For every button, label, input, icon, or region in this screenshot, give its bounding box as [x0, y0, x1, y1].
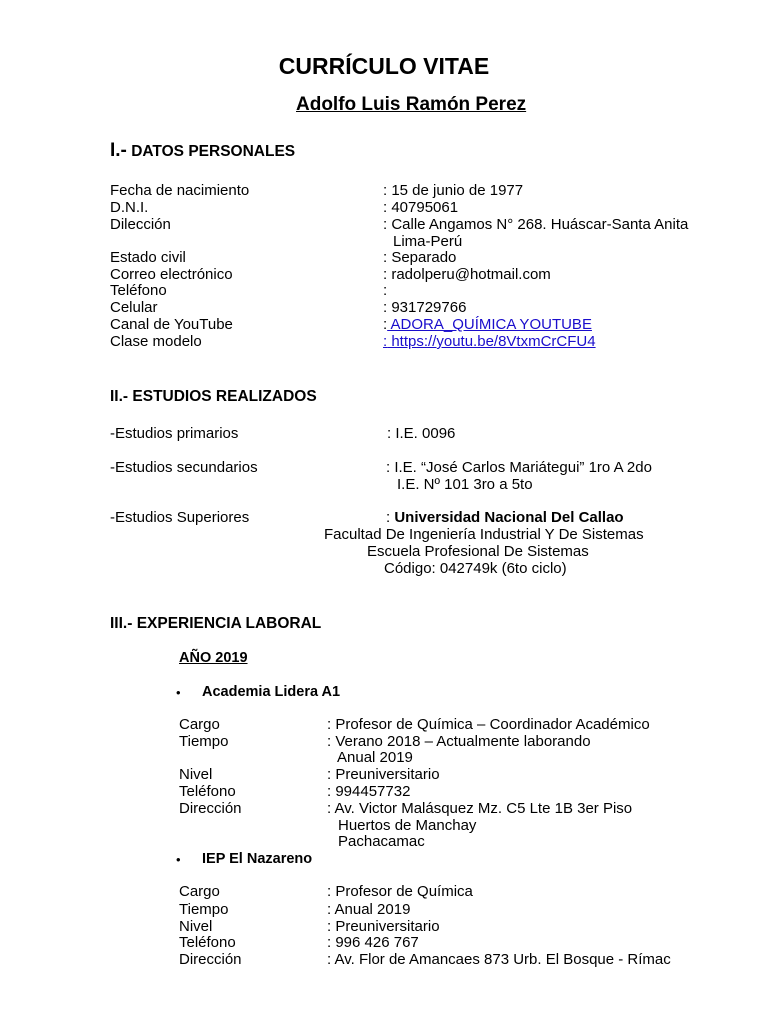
value-secondary-studies-2: I.E. Nº 101 3ro a 5to [397, 476, 533, 493]
value-secondary-studies: : I.E. “José Carlos Mariátegui” 1ro A 2do [386, 459, 652, 476]
label-direccion: Dirección [179, 951, 242, 968]
value-direccion: : Av. Flor de Amancaes 873 Urb. El Bosque - Rímac [327, 951, 671, 968]
value-mobile: : 931729766 [383, 299, 467, 316]
faculty-name: Facultad De Ingeniería Industrial Y De Sistemas [324, 526, 644, 543]
label-dni: D.N.I. [110, 199, 149, 216]
value-youtube [383, 317, 592, 334]
value-telefono: : 996 426 767 [327, 934, 419, 951]
label-cargo: Cargo [179, 716, 220, 733]
label-model-class: Clase modelo [110, 333, 202, 350]
value-cargo: : Profesor de Química – Coordinador Académico [327, 716, 650, 733]
label-mobile: Celular [110, 299, 158, 316]
value-tiempo-2: Anual 2019 [337, 749, 413, 766]
value-dni: : 40795061 [383, 199, 459, 216]
label-birthdate: Fecha de nacimiento [110, 182, 250, 199]
value-tiempo: : Anual 2019 [327, 901, 411, 918]
bullet-icon: • [176, 852, 181, 867]
company-name: IEP El Nazareno [202, 851, 313, 867]
label-youtube: Canal de YouTube [110, 316, 233, 333]
value-cargo: : Profesor de Química [327, 883, 473, 900]
value-primary-studies: : I.E. 0096 [387, 425, 456, 442]
value-civil-status: : Separado [383, 249, 457, 266]
label-cargo: Cargo [179, 883, 220, 900]
value-birthdate: : 15 de junio de 1977 [383, 182, 524, 199]
label-nivel: Nivel [179, 766, 213, 783]
section-number: I.- [110, 140, 127, 161]
value-tiempo: : Verano 2018 – Actualmente laborando [327, 733, 591, 750]
value-phone: : [383, 282, 388, 299]
label-primary-studies: -Estudios primarios [110, 425, 239, 442]
label-direccion: Dirección [179, 800, 242, 817]
section-experience-heading: III.- EXPERIENCIA LABORAL [110, 615, 322, 632]
value-email: : radolperu@hotmail.com [383, 266, 551, 283]
school-name: Escuela Profesional De Sistemas [367, 543, 589, 560]
value-direccion: : Av. Victor Malásquez Mz. C5 Lte 1B 3er Piso [327, 800, 633, 817]
label-secondary-studies: -Estudios secundarios [110, 459, 258, 476]
value-direccion-3: Pachacamac [338, 833, 425, 850]
label-address: Dilección [110, 216, 171, 233]
label-telefono: Teléfono [179, 783, 236, 800]
year-heading: AÑO 2019 [179, 650, 248, 666]
section-studies-heading: II.- ESTUDIOS REALIZADOS [110, 388, 317, 405]
value-nivel: : Preuniversitario [327, 766, 440, 783]
label-tiempo: Tiempo [179, 901, 229, 918]
colon: : [383, 316, 388, 333]
label-phone: Teléfono [110, 282, 167, 299]
candidate-name: Adolfo Luis Ramón Perez [296, 94, 527, 115]
value-address: : Calle Angamos N° 268. Huáscar-Santa Anita [383, 216, 689, 233]
model-class-link[interactable]: https://youtu.be/8VtxmCrCFU4 [387, 333, 596, 350]
colon: : [386, 509, 395, 526]
label-telefono: Teléfono [179, 934, 236, 951]
university-name: Universidad Nacional Del Callao [394, 509, 624, 526]
section-title: DATOS PERSONALES [126, 143, 296, 160]
company-name: Academia Lidera A1 [202, 684, 341, 700]
document-title: CURRÍCULO VITAE [278, 53, 490, 79]
value-direccion-2: Huertos de Manchay [338, 817, 477, 834]
label-superior-studies: -Estudios Superiores [110, 509, 250, 526]
section-personal-heading [110, 140, 295, 163]
label-civil-status: Estado civil [110, 249, 186, 266]
value-model-class [383, 334, 596, 351]
youtube-channel-link[interactable]: ADORA_QUÍMICA YOUTUBE [387, 316, 592, 333]
value-superior-studies [386, 510, 624, 527]
value-address-city: Lima-Perú [393, 233, 463, 250]
value-telefono: : 994457732 [327, 783, 411, 800]
student-code: Código: 042749k (6to ciclo) [384, 560, 567, 577]
label-tiempo: Tiempo [179, 733, 229, 750]
bullet-icon: • [176, 685, 181, 700]
colon: : [383, 333, 388, 350]
label-email: Correo electrónico [110, 266, 233, 283]
label-nivel: Nivel [179, 918, 213, 935]
value-nivel: : Preuniversitario [327, 918, 440, 935]
